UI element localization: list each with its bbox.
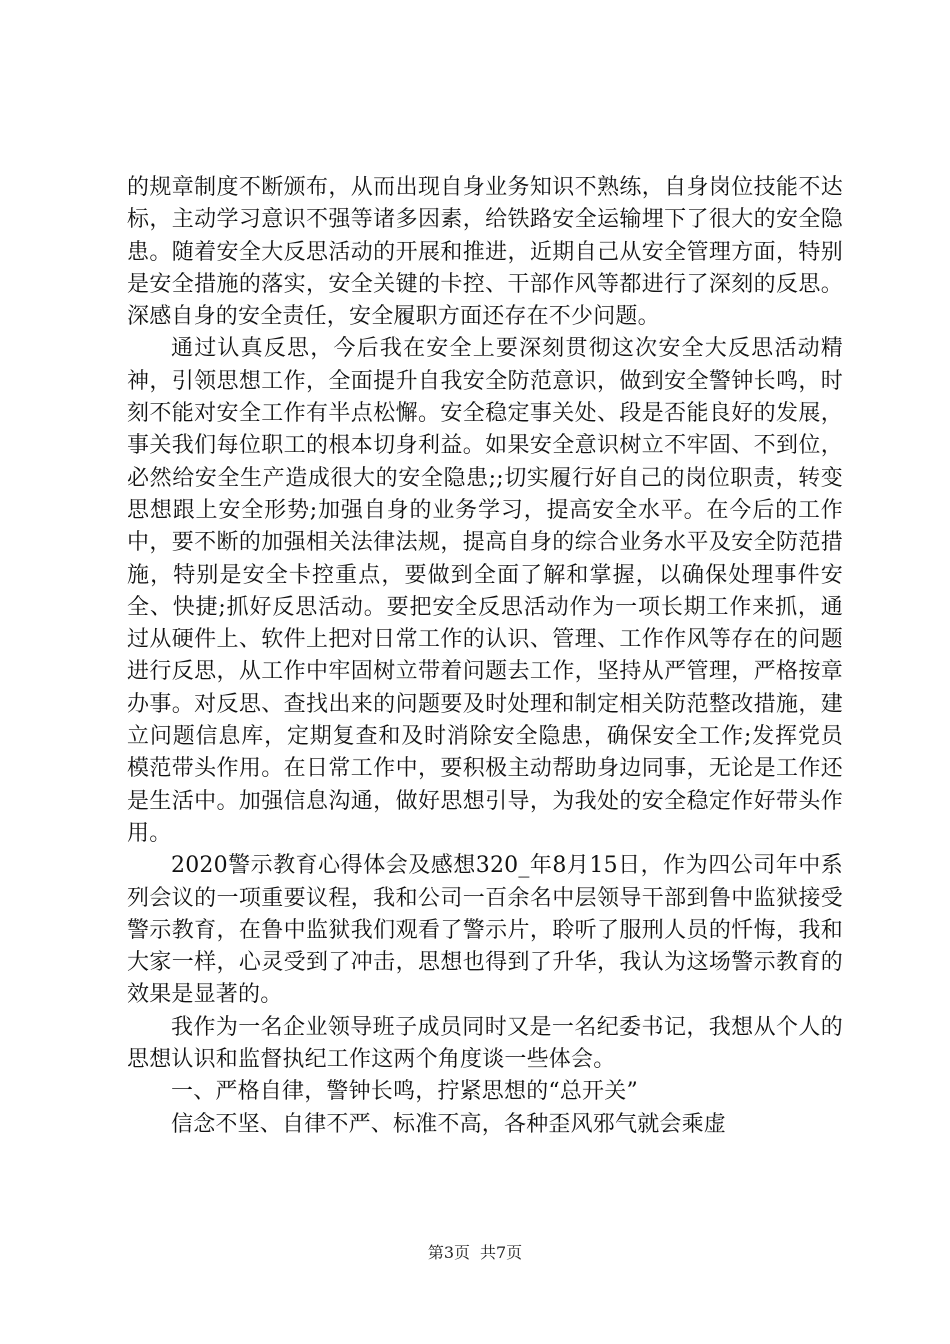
paragraph-1: 的规章制度不断颁布，从而出现自身业务知识不熟练，自身岗位技能不达标，主动学习意识不强等诸多因素，给铁路安全运输埋下了很大的安全隐患。随着安全大反思活动的开展和推进，近期自己从安全管理方面，特别是安全措施的落实，安全关键的卡控、干部作风等都进行了深刻的反思。深感自身的安全责任，安全履职方面还存在不少问题。	[127, 175, 843, 330]
paragraph-3: 2020警示教育心得体会及感想320_年8月15日，作为四公司年中系列会议的一项重要议程，我和公司一百余名中层领导干部到鲁中监狱接受警示教育，在鲁中监狱我们观看了警示片，聆听了服刑人员的忏悔，我和大家一样，心灵受到了冲击，思想也得到了升华，我认为这场警示教育的效果是显著的。	[127, 853, 843, 1008]
paragraph-5: 信念不坚、自律不严、标准不高，各种歪风邪气就会乘虚	[171, 1111, 727, 1137]
section-heading: 一、严格自律，警钟长鸣，拧紧思想的“总开关”	[171, 1079, 638, 1105]
paragraph-2: 通过认真反思，今后我在安全上要深刻贯彻这次安全大反思活动精神，引领思想工作，全面提升自我安全防范意识，做到安全警钟长鸣，时刻不能对安全工作有半点松懈。安全稳定事关处、段是否能良好的发展，事关我们每位职工的根本切身利益。如果安全意识树立不牢固、不到位，必然给安全生产造成很大的安全隐患;;切实履行好自己的岗位职责，转变思想跟上安全形势;加强自身的业务学习，提高安全水平。在今后的工作中，要不断的加强相关法律法规，提高自身的综合业务水平及安全防范措施，特别是安全卡控重点，要做到全面了解和掌握，以确保处理事件安全、快捷;抓好反思活动。要把安全反思活动作为一项长期工作来抓，通过从硬件上、软件上把对日常工作的认识、管理、工作作风等存在的问题进行反思，从工作中牢固树立带着问题去工作，坚持从严管理，严格按章办事。对反思、查找出来的问题要及时处理和制定相关防范整改措施，建立问题信息库，定期复查和及时消除安全隐患，确保安全工作;发挥党员模范带头作用。在日常工作中，要积极主动帮助身边同事，无论是工作还是生活中。加强信息沟通，做好思想引导，为我处的安全稳定作好带头作用。	[127, 336, 843, 846]
paragraph-4: 我作为一名企业领导班子成员同时又是一名纪委书记，我想从个人的思想认识和监督执纪工作这两个角度谈一些体会。	[127, 1014, 843, 1073]
page-number: 第3页	[427, 1243, 470, 1262]
page-footer	[0, 1243, 950, 1263]
page-total: 共7页	[480, 1243, 523, 1262]
document-body	[127, 172, 843, 1141]
